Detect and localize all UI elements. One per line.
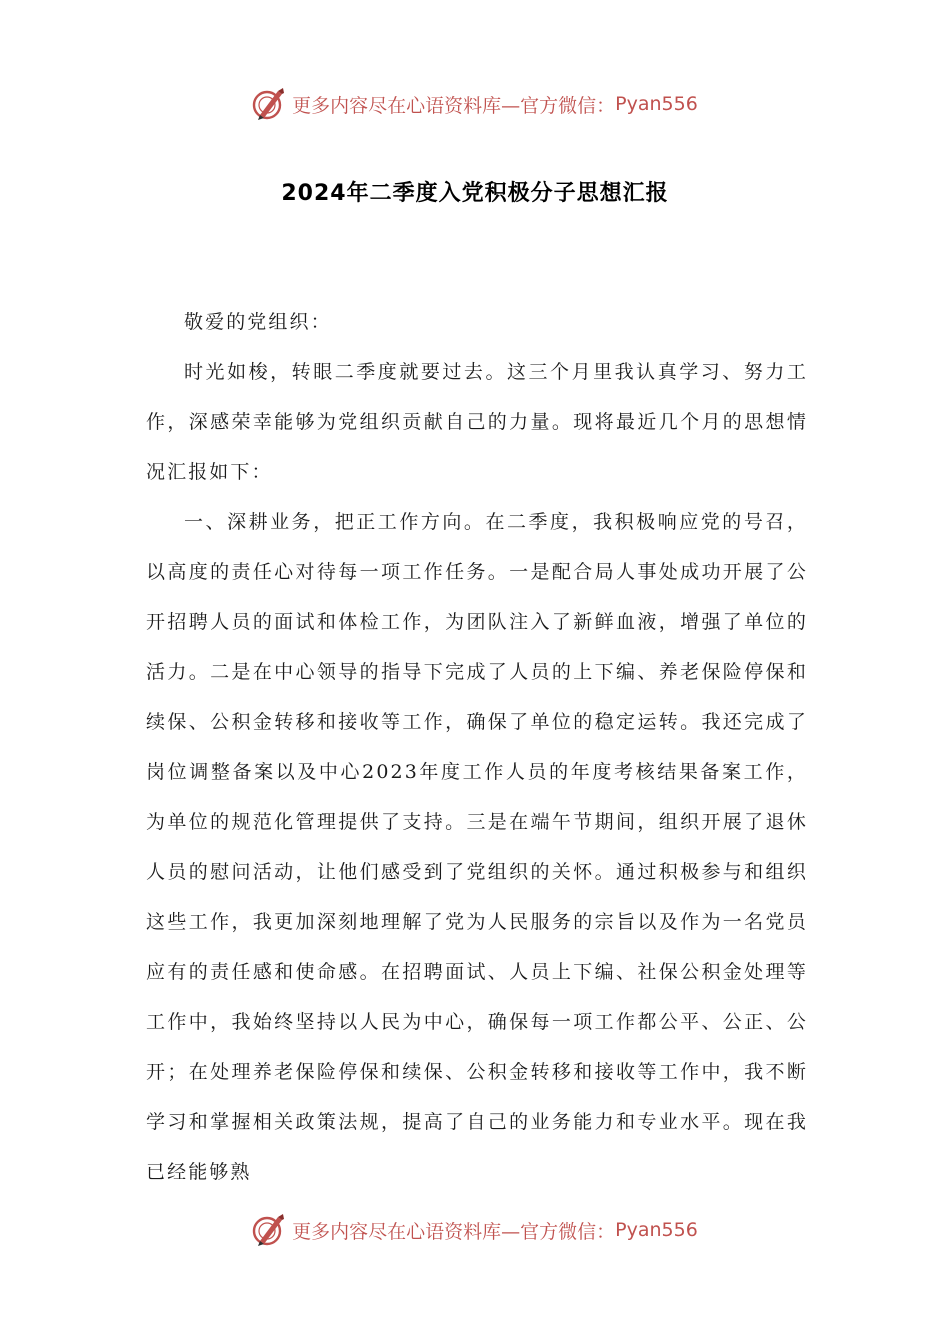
pen-circle-logo-icon — [252, 87, 286, 121]
pen-circle-logo-icon — [252, 1213, 286, 1247]
document-title: 2024年二季度入党积极分子思想汇报 — [281, 181, 669, 206]
banner-wechat-id: Pyan556 — [615, 1219, 698, 1241]
banner-text: 更多内容尽在心语资料库—官方微信： — [292, 94, 616, 117]
banner-text: 更多内容尽在心语资料库—官方微信： — [292, 1220, 616, 1243]
document-body — [146, 297, 808, 1197]
paragraph: 时光如梭，转眼二季度就要过去。这三个月里我认真学习、努力工作，深感荣幸能够为党组织贡献自己的力量。现将最近几个月的思想情况汇报如下： — [146, 361, 808, 483]
banner-wechat-id: Pyan556 — [615, 93, 698, 115]
footer-banner — [0, 1210, 950, 1250]
salutation: 敬爱的党组织： — [184, 311, 332, 333]
paragraph: 一、深耕业务，把正工作方向。在二季度，我积极响应党的号召，以高度的责任心对待每一项工作任务。一是配合局人事处成功开展了公开招聘人员的面试和体检工作，为团队注入了新鲜血液，增强了单位的活力。二是在中心领导的指导下完成了人员的上下编、养老保险停保和续保、公积金转移和接收等工作，确保了单位的稳定运转。我还完成了岗位调整备案以及中心2023年度工作人员的年度考核结果备案工作，为单位的规范化管理提供了支持。三是在端午节期间，组织开展了退休人员的慰问活动，让他们感受到了党组织的关怀。通过积极参与和组织这些工作，我更加深刻地理解了党为人民服务的宗旨以及作为一名党员应有的责任感和使命感。在招聘面试、人员上下编、社保公积金处理等工作中，我始终坚持以人民为中心，确保每一项工作都公平、公正、公开；在处理养老保险停保和续保、公积金转移和接收等工作中，我不断学习和掌握相关政策法规，提高了自己的业务能力和专业水平。现在我已经能够熟 — [146, 511, 808, 1183]
header-banner — [0, 84, 950, 124]
